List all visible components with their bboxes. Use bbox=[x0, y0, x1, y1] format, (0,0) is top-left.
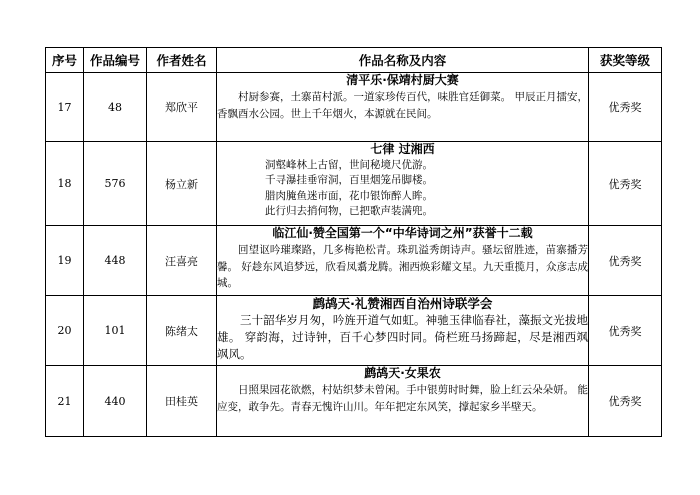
poem-body: 日照果园花欲燃，村姑织梦未曾闲。手中银剪时时舞，脸上红云朵朵妍。 能应变，敢争先。青春无愧许山川。年年把定东风笑，撑起家乡半壁天。 bbox=[217, 384, 588, 413]
row-content bbox=[217, 226, 589, 296]
poem-line: 此行归去捎何物，已把歌声装满兜。 bbox=[265, 205, 433, 218]
row-author: 杨立新 bbox=[147, 142, 217, 226]
row-content bbox=[217, 142, 589, 226]
poem-body: 三十韶华岁月匆，吟旌开道气如虹。神驰玉律临春社，藻振文光拔地雄。 穿韵海，过诗钟，百千心梦四时同。倚栏班马扬蹄起，尽是湘西飒飒风。 bbox=[217, 313, 588, 361]
awards-table bbox=[45, 47, 662, 437]
row-author: 陈绪太 bbox=[147, 296, 217, 366]
poem-title: 清平乐·保靖村厨大赛 bbox=[346, 73, 459, 87]
poem-line: 腊肉腌鱼迷市面，花巾银饰醉人眸。 bbox=[265, 189, 433, 202]
poem-body: 回望讴吟璀璨路，几多梅艳松青。珠玑溢秀朗诗声。骚坛留胜迹，苗寨播芳馨。 好趁东风追梦远，欣看凤翥龙腾。湘西焕彩耀文星。九天重揽月，众彦志成城。 bbox=[217, 244, 588, 289]
row-num: 17 bbox=[46, 73, 84, 142]
row-work-id: 576 bbox=[84, 142, 147, 226]
row-num: 20 bbox=[46, 296, 84, 366]
row-prize: 优秀奖 bbox=[589, 366, 662, 437]
poem-body: 村厨参赛，土寨苗村派。一道家珍传百代，味胜官廷御菜。 甲辰正月擂安，香飘酉水公园。世上千年烟火，本源就在民间。 bbox=[217, 91, 588, 120]
row-prize: 优秀奖 bbox=[589, 296, 662, 366]
poem-title: 鹧鸪天·礼赞湘西自治州诗联学会 bbox=[312, 296, 493, 311]
header-prize: 获奖等级 bbox=[589, 48, 662, 73]
header-author: 作者姓名 bbox=[147, 48, 217, 73]
row-author: 田桂英 bbox=[147, 366, 217, 437]
table-row bbox=[46, 366, 662, 437]
row-prize: 优秀奖 bbox=[589, 226, 662, 296]
row-prize: 优秀奖 bbox=[589, 73, 662, 142]
header-content: 作品名称及内容 bbox=[217, 48, 589, 73]
poem-title: 鹧鸪天·女果农 bbox=[364, 366, 441, 380]
table-row bbox=[46, 142, 662, 226]
header-id: 作品编号 bbox=[84, 48, 147, 73]
table-row bbox=[46, 226, 662, 296]
header-num: 序号 bbox=[46, 48, 84, 73]
table-row bbox=[46, 296, 662, 366]
table-row bbox=[46, 73, 662, 142]
row-content bbox=[217, 366, 589, 437]
poem-lines bbox=[217, 158, 588, 220]
row-work-id: 101 bbox=[84, 296, 147, 366]
row-content bbox=[217, 73, 589, 142]
row-author: 汪喜亮 bbox=[147, 226, 217, 296]
row-content bbox=[217, 296, 589, 366]
row-work-id: 48 bbox=[84, 73, 147, 142]
poem-title: 七律 过湘西 bbox=[370, 142, 435, 156]
row-work-id: 440 bbox=[84, 366, 147, 437]
poem-line: 千寻瀑挂垂帘洞，百里烟笼吊脚楼。 bbox=[265, 174, 433, 187]
header-row bbox=[46, 48, 662, 73]
row-work-id: 448 bbox=[84, 226, 147, 296]
row-num: 21 bbox=[46, 366, 84, 437]
row-num: 19 bbox=[46, 226, 84, 296]
row-author: 郑欣平 bbox=[147, 73, 217, 142]
poem-line: 洞壑峰林上古留，世间秘境尺优游。 bbox=[265, 159, 433, 171]
row-num: 18 bbox=[46, 142, 84, 226]
row-prize: 优秀奖 bbox=[589, 142, 662, 226]
poem-title: 临江仙·赞全国第一个“中华诗词之州”获誉十二载 bbox=[272, 226, 533, 240]
